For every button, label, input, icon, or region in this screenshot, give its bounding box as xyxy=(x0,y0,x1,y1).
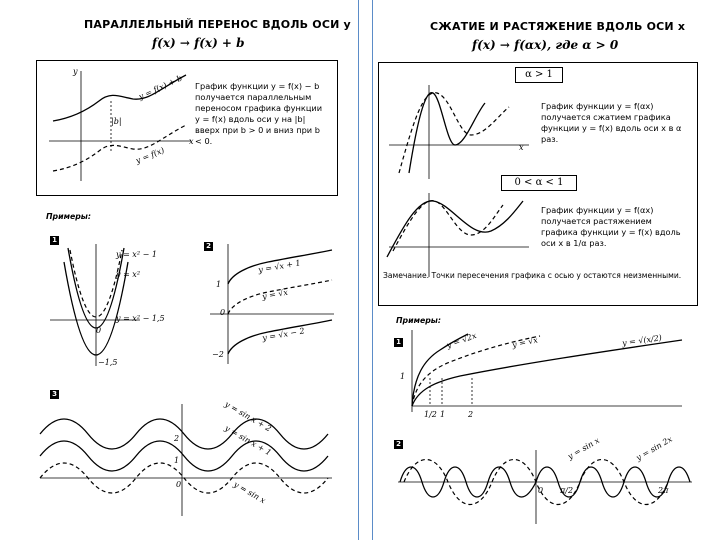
right-case1-label-x: x xyxy=(519,143,524,152)
left-ex2-label-3: y = √x − 2 xyxy=(261,326,306,343)
right-ex2-label-1: y = sin x xyxy=(566,435,602,462)
left-ex3-label-6: 0 xyxy=(176,480,182,489)
right-ex1-label-7: 2 xyxy=(468,410,474,419)
left-ex1-label-1: y = x² − 1 xyxy=(116,250,157,259)
right-ex1-label-6: 1 xyxy=(440,410,446,419)
right-ex1-label-3: y = √(x/2) xyxy=(621,333,663,348)
right-ex1-label-2: y = √x xyxy=(511,335,539,350)
left-ex2-label-5: 0 xyxy=(220,308,226,317)
left-formula: f(x) → f(x) + b xyxy=(152,36,245,50)
shift-label-bottom: y = f(x) xyxy=(134,145,166,166)
right-examples-label: Примеры: xyxy=(396,316,441,325)
left-definition-box xyxy=(36,60,338,196)
shift-label-y: y xyxy=(73,67,78,76)
right-title: СЖАТИЕ И РАСТЯЖЕНИЕ ВДОЛЬ ОСИ x xyxy=(430,20,686,33)
right-ex1-label-4: 1 xyxy=(400,372,406,381)
right-note: Замечание. Точки пересечения графика с осью y остаются неизменными. xyxy=(383,271,682,280)
left-ex1-label-4: 0 xyxy=(96,326,102,335)
left-ex3-graph xyxy=(36,400,336,520)
right-ex1-number: 1 xyxy=(394,338,403,347)
left-ex3-label-5: 1 xyxy=(174,456,180,465)
right-ex2-number: 2 xyxy=(394,440,403,449)
right-ex1-label-5: 1/2 xyxy=(424,410,437,419)
left-description: График функции y = f(x) − b получается параллельным переносом графика функции y = f(x) вдоль оси y на |b| вверх при b > 0 и вниз при b < 0. xyxy=(195,81,323,146)
left-ex3-number: 3 xyxy=(50,390,59,399)
right-ex2-graph xyxy=(396,448,696,528)
right-divider xyxy=(372,0,373,540)
left-ex2-graph xyxy=(208,240,338,370)
shift-label-b: |b| xyxy=(111,117,122,126)
left-ex2-label-1: y = √x + 1 xyxy=(257,258,302,275)
left-ex3-label-1: y = sin x + 2 xyxy=(223,399,273,434)
left-ex3-label-2: y = sin x + 1 xyxy=(223,423,273,458)
left-divider xyxy=(358,0,359,540)
left-ex2-label-2: y = √x xyxy=(261,287,289,302)
right-formula: f(x) → f(αx), где α > 0 xyxy=(472,38,619,52)
left-ex1-number: 1 xyxy=(50,236,59,245)
left-ex1-label-3: y = x² − 1,5 xyxy=(116,314,165,323)
left-ex1-label-5: −1,5 xyxy=(98,358,118,367)
right-case1-graph xyxy=(385,83,535,183)
left-ex1-label-2: y = x² xyxy=(116,270,141,279)
right-ex2-label-2: y = sin 2x xyxy=(634,434,674,463)
left-examples-label: Примеры: xyxy=(46,212,91,221)
left-ex2-label-6: −2 xyxy=(212,350,224,359)
shift-label-top: y = f(x) + b xyxy=(137,73,184,102)
left-title: ПАРАЛЛЕЛЬНЫЙ ПЕРЕНОС ВДОЛЬ ОСИ y xyxy=(84,18,351,31)
left-ex2-label-4: 1 xyxy=(216,280,222,289)
right-case2-condition: 0 < α < 1 xyxy=(501,175,577,191)
left-ex3-label-4: 2 xyxy=(174,434,180,443)
right-case1-condition: α > 1 xyxy=(515,67,563,83)
right-case2-graph xyxy=(385,191,535,281)
left-ex1-graph xyxy=(40,238,190,368)
right-ex2-label-3: π/2 xyxy=(560,486,574,495)
right-case2-description: График функции y = f(αx) получается растяжением графика функции y = f(x) вдоль оси x в 1/α раз. xyxy=(541,205,681,248)
shift-label-x: x xyxy=(189,137,194,146)
right-ex1-label-1: y = √2x xyxy=(445,330,478,351)
right-ex2-label-5: 2π xyxy=(658,486,669,495)
right-definition-box xyxy=(378,62,698,306)
right-case1-description: График функции y = f(αx) получается сжатием графика функции y = f(x) вдоль оси x в α раз. xyxy=(541,101,682,144)
right-ex2-label-4: 0 xyxy=(538,486,544,495)
left-ex2-number: 2 xyxy=(204,242,213,251)
left-ex3-label-3: y = sin x xyxy=(232,479,268,506)
